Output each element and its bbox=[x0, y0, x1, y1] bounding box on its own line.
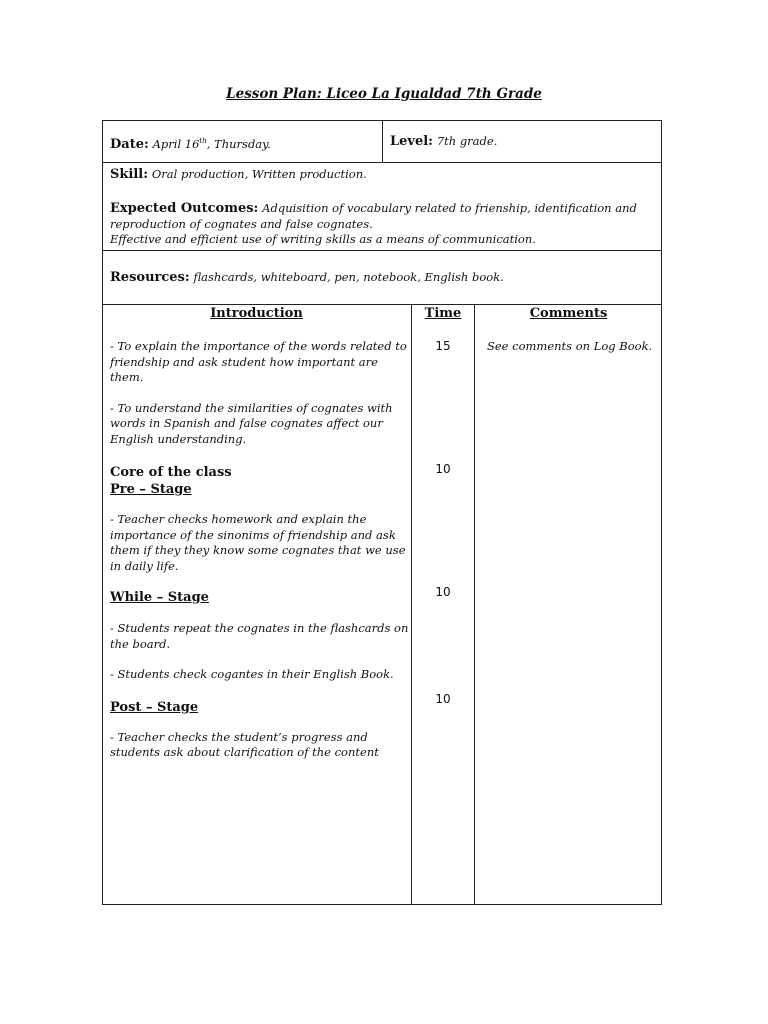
while-stage-item-1-line-2: the board. bbox=[110, 636, 171, 651]
intro-item-2-line-2: words in Spanish and false cognates affect our bbox=[110, 416, 383, 430]
intro-item-1-line-2: friendship and ask student how important are them. bbox=[110, 354, 378, 384]
intro-item-1-line-1: - To explain the importance of the words related to bbox=[110, 339, 407, 353]
column-header-comments: Comments bbox=[529, 306, 608, 321]
introduction-column bbox=[110, 339, 410, 761]
pre-stage-line-2: importance of the sinonims of friendship and ask bbox=[110, 527, 396, 542]
pre-stage-line-1: - Teacher checks homework and explain the bbox=[110, 512, 367, 526]
pre-stage-line-3: them if they they know some cognates that we use bbox=[110, 543, 406, 557]
header-divider bbox=[382, 120, 383, 163]
header-row-divider-1 bbox=[102, 162, 662, 163]
pre-stage-line-4: in daily life. bbox=[110, 558, 179, 573]
outcomes-line-3: Effective and efficient use of writing skills as a means of communication. bbox=[110, 232, 536, 246]
column-divider-2 bbox=[474, 304, 475, 905]
while-stage-item-1-line-1: - Students repeat the cognates in the flashcards on bbox=[110, 621, 409, 635]
while-stage-heading: While – Stage bbox=[110, 590, 209, 605]
outcomes-line-2: reproduction of cognates and false cognates. bbox=[110, 216, 373, 231]
date-cell bbox=[110, 134, 380, 152]
post-stage-line-1: - Teacher checks the student’s progress and bbox=[110, 729, 368, 744]
time-value: 15 bbox=[435, 339, 451, 353]
resources-label: Resources: bbox=[110, 270, 190, 285]
outcomes-line-1: Adquisition of vocabulary related to frienship, identification and bbox=[262, 201, 637, 215]
time-value: 10 bbox=[435, 585, 451, 599]
outcomes-label: Expected Outcomes: bbox=[110, 201, 259, 216]
document-title: Lesson Plan: Liceo La Igualdad 7th Grade bbox=[226, 86, 542, 102]
time-value: 10 bbox=[435, 462, 451, 476]
level-value: 7th grade. bbox=[436, 134, 498, 148]
column-header-introduction: Introduction bbox=[210, 306, 303, 321]
column-header-time: Time bbox=[424, 306, 462, 321]
intro-item-2-line-1: - To understand the similarities of cognates with bbox=[110, 400, 393, 415]
level-label: Level: bbox=[390, 134, 433, 149]
while-stage-item-2: - Students check cogantes in their English Book. bbox=[110, 667, 394, 681]
core-heading: Core of the class bbox=[110, 465, 232, 480]
outcomes-cell bbox=[110, 201, 658, 248]
skill-cell bbox=[110, 167, 655, 183]
intro-item-2-line-3: English understanding. bbox=[110, 431, 247, 446]
column-divider-1 bbox=[411, 304, 412, 905]
resources-value: flashcards, whiteboard, pen, notebook, English book. bbox=[193, 270, 504, 284]
header-row-divider-2 bbox=[102, 250, 662, 251]
post-stage-line-2: students ask about clarification of the content bbox=[110, 745, 379, 759]
level-cell bbox=[390, 134, 650, 150]
skill-value: Oral production, Written production. bbox=[151, 167, 367, 181]
post-stage-heading: Post – Stage bbox=[110, 699, 199, 715]
resources-cell bbox=[110, 270, 655, 286]
pre-stage-heading: Pre – Stage bbox=[110, 482, 192, 497]
comments-text: See comments on Log Book. bbox=[487, 339, 653, 353]
skill-label: Skill: bbox=[110, 167, 149, 182]
date-label: Date: bbox=[110, 136, 149, 152]
time-value: 10 bbox=[435, 692, 451, 706]
date-value: April 16th, Thursday. bbox=[152, 136, 271, 151]
